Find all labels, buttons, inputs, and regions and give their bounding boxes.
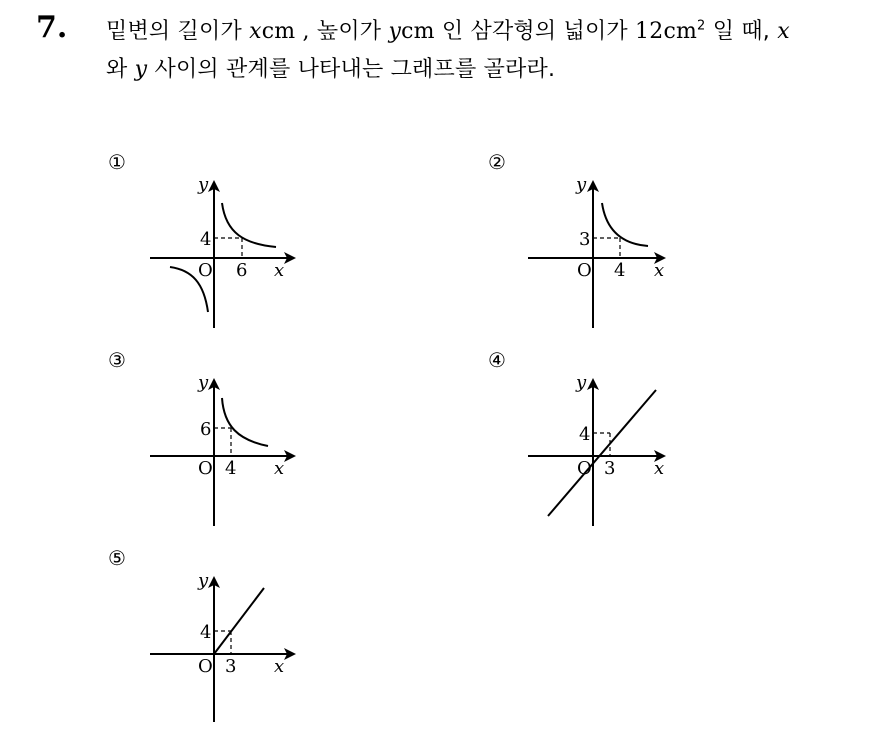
choice-5-graph	[104, 544, 304, 724]
question-text-line-2	[106, 52, 555, 83]
choice-3[interactable]	[104, 346, 284, 536]
choice-4-graph	[484, 346, 684, 536]
choice-5-mark: ⑤	[108, 546, 126, 570]
variable-y: y	[134, 57, 148, 82]
origin-label: O	[577, 458, 592, 479]
variable-y: y	[388, 19, 402, 44]
choice-4-mark: ④	[488, 348, 506, 372]
choice-2[interactable]	[484, 148, 664, 338]
hyperbola-curve-q1	[222, 203, 276, 247]
x-tick-label: 3	[225, 656, 237, 677]
x-tick-label: 3	[604, 458, 616, 479]
y-axis-label: y	[198, 372, 209, 393]
y-axis-label: y	[198, 570, 209, 591]
x-axis-label: x	[274, 656, 285, 677]
x-tick-label: 4	[225, 458, 237, 479]
y-tick-label: 4	[200, 229, 212, 250]
choice-5[interactable]	[104, 544, 284, 734]
superscript: 2	[697, 18, 706, 34]
line-graph	[548, 390, 656, 516]
x-tick-label: 4	[614, 260, 626, 281]
x-axis-label: x	[274, 458, 285, 479]
x-tick-label: 6	[236, 260, 248, 281]
origin-label: O	[577, 260, 592, 281]
y-tick-label: 6	[200, 419, 212, 440]
y-axis-label: y	[576, 372, 587, 393]
question-text-line-1	[106, 14, 790, 45]
y-axis-label: y	[576, 174, 587, 195]
choice-4[interactable]	[484, 346, 664, 536]
x-axis-label: x	[654, 458, 665, 479]
variable-x: x	[777, 19, 790, 44]
hyperbola-curve	[602, 203, 648, 246]
origin-label: O	[198, 458, 213, 479]
choice-1-mark: ①	[108, 150, 126, 174]
origin-label: O	[198, 260, 213, 281]
question-text-part: 와	[106, 57, 135, 82]
y-tick-label: 3	[579, 229, 591, 250]
question-text-part: 일 때,	[705, 19, 778, 44]
choice-2-graph	[484, 148, 684, 338]
choice-1[interactable]	[104, 148, 284, 338]
question-text-part: 사이의 관계를 나타내는 그래프를 골라라.	[147, 57, 556, 82]
origin-label: O	[198, 656, 213, 677]
question-text-part: cm , 높이가	[261, 19, 389, 44]
question-text-part: 밑변의 길이가	[106, 19, 250, 44]
question-number: 7.	[36, 10, 68, 45]
y-tick-label: 4	[579, 424, 591, 445]
choice-1-graph	[104, 148, 304, 338]
variable-x: x	[249, 19, 262, 44]
x-axis-label: x	[654, 260, 665, 281]
choice-3-mark: ③	[108, 348, 126, 372]
y-axis-label: y	[198, 174, 209, 195]
hyperbola-curve	[222, 398, 268, 446]
y-tick-label: 4	[200, 622, 212, 643]
choice-2-mark: ②	[488, 150, 506, 174]
x-axis-label: x	[274, 260, 285, 281]
ray-graph	[214, 588, 264, 654]
question-text-part: cm 인 삼각형의 넓이가 12cm	[401, 19, 698, 44]
choice-3-graph	[104, 346, 304, 536]
